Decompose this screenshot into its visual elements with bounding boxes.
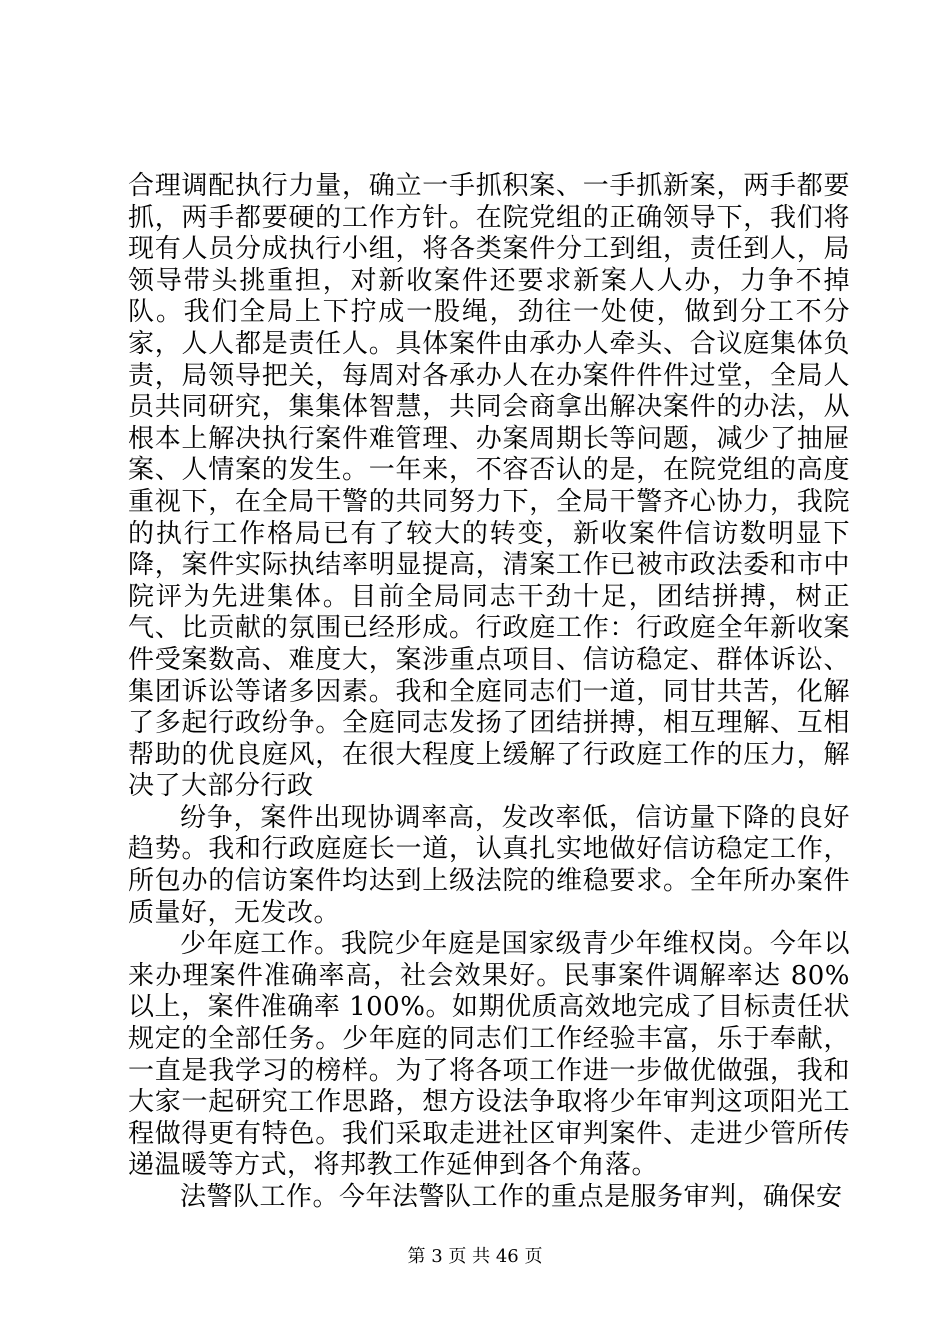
paragraph-administrative-disputes: 纷争，案件出现协调率高，发改率低，信访量下降的良好趋势。我和行政庭庭长一道，认真扎实地做好信访稳定工作，所包办的信访案件均达到上级法院的维稳要求。全年所办案件质量好，无发改。 bbox=[128, 802, 850, 928]
paragraph-execution-bureau: 合理调配执行力量，确立一手抓积案、一手抓新案，两手都要抓，两手都要硬的工作方针。在院党组的正确领导下，我们将现有人员分成执行小组，将各类案件分工到组，责任到人，局领导带头挑重担，对新收案件还要求新案人人办，力争不掉队。我们全局上下拧成一股绳，劲往一处使，做到分工不分家，人人都是责任人。具体案件由承办人牵头、合议庭集体负责，局领导把关，每周对各承办人在办案件件件过堂，全局人员共同研究，集集体智慧，共同会商拿出解决案件的办法，从根本上解决执行案件难管理、办案周期长等问题，减少了抽屉案、人情案的发生。一年来，不容否认的是，在院党组的高度重视下，在全局干警的共同努力下，全局干警齐心协力，我院的执行工作格局已有了较大的转变，新收案件信访数明显下降，案件实际执结率明显提高，清案工作已被市政法委和市中院评为先进集体。目前全局同志干劲十足，团结拼搏，树正气、比贡献的氛围已经形成。行政庭工作：行政庭全年新收案件受案数高、难度大，案涉重点项目、信访稳定、群体诉讼、集团诉讼等诸多因素。我和全庭同志们一道，同甘共苦，化解了多起行政纷争。全庭同志发扬了团结拼搏，相互理解、互相帮助的优良庭风，在很大程度上缓解了行政庭工作的压力，解决了大部分行政 bbox=[128, 171, 850, 802]
document-body bbox=[128, 171, 850, 1214]
page-number-footer: 第 3 页 共 46 页 bbox=[407, 1246, 543, 1267]
paragraph-juvenile-court: 少年庭工作。我院少年庭是国家级青少年维权岗。今年以来办理案件准确率高，社会效果好。民事案件调解率达 80%以上，案件准确率 100%。如期优质高效地完成了目标责任状规定的全部任务。少年庭的同志们工作经验丰富，乐于奉献，一直是我学习的榜样。为了将各项工作进一步做优做强，我和大家一起研究工作思路，想方设法争取将少年审判这项阳光工程做得更有特色。我们采取走进社区审判案件、走进少管所传递温暖等方式，将邦教工作延伸到各个角落。 bbox=[128, 929, 850, 1181]
paragraph-judicial-police: 法警队工作。今年法警队工作的重点是服务审判，确保安 bbox=[180, 1182, 843, 1212]
